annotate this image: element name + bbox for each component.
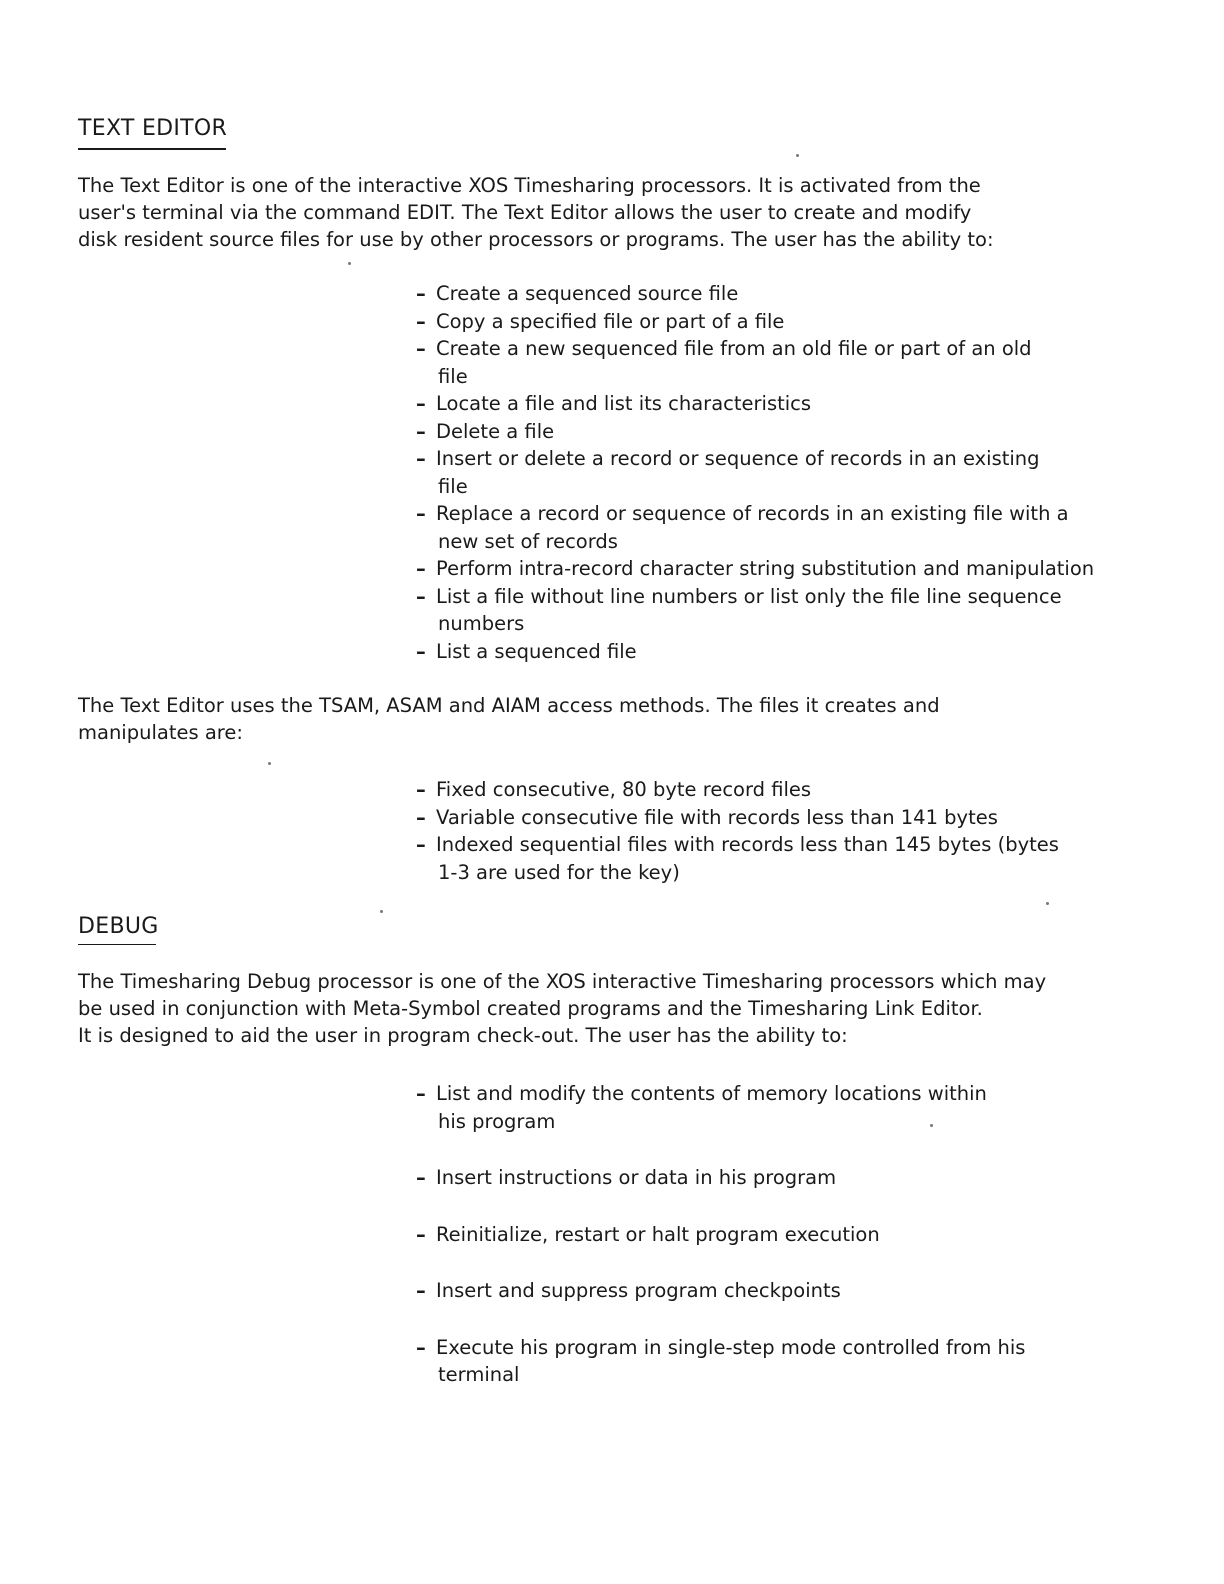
heading-underline	[78, 944, 156, 945]
dash-bullet: –	[416, 419, 426, 443]
list-item-continuation: file	[438, 364, 468, 388]
dash-bullet: –	[416, 1082, 426, 1105]
list-item-continuation: terminal	[438, 1363, 520, 1386]
intro-line: user's terminal via the command EDIT. The Text Editor allows the user to create and modify	[78, 201, 972, 224]
dash-bullet: –	[416, 392, 426, 415]
list-item-continuation: new set of records	[438, 529, 618, 553]
list-item	[416, 1164, 1025, 1192]
list-item-text: Insert and suppress program checkpoints	[436, 1279, 841, 1302]
text-editor-heading	[78, 116, 227, 141]
list-item-text: Copy a specified file or part of a file	[436, 309, 785, 333]
dash-bullet: –	[416, 502, 426, 525]
list-item-text: Execute his program in single-step mode controlled from his	[436, 1335, 1026, 1359]
dash-bullet: –	[416, 557, 426, 580]
debug-heading	[78, 914, 159, 939]
list-item	[416, 555, 1094, 583]
scan-speck	[268, 762, 271, 765]
dash-bullet: –	[416, 447, 426, 470]
list-item-text: Variable consecutive file with records less than 141 bytes	[436, 805, 998, 829]
list-item-text: Create a new sequenced file from an old file or part of an old	[436, 337, 1032, 360]
dash-bullet: –	[416, 833, 426, 856]
list-item-text: Replace a record or sequence of records in an existing file with a	[436, 502, 1069, 525]
access-line: manipulates are:	[78, 721, 243, 744]
scan-speck	[380, 910, 383, 913]
text-editor-abilities-list	[416, 280, 1094, 665]
text-editor-intro	[78, 172, 1118, 253]
list-item	[416, 776, 1059, 804]
scan-speck	[796, 154, 799, 157]
list-item	[416, 804, 1059, 832]
scan-speck	[348, 262, 351, 265]
list-item	[416, 390, 1094, 418]
list-item	[416, 280, 1094, 308]
dash-bullet: –	[416, 309, 426, 333]
file-types-list	[416, 776, 1059, 886]
list-item-text: Insert or delete a record or sequence of records in an existing	[436, 447, 1040, 470]
list-item	[416, 638, 1094, 666]
list-item-continuation: file	[438, 474, 468, 498]
dash-bullet: –	[416, 584, 426, 608]
scan-speck	[930, 1124, 933, 1127]
list-item-continuation: his program	[438, 1109, 556, 1133]
list-item-text: Indexed sequential files with records less than 145 bytes (bytes	[436, 833, 1059, 856]
list-item-text: Insert instructions or data in his program	[436, 1166, 837, 1189]
intro-line: The Text Editor is one of the interactive XOS Timesharing processors. It is activated from the	[78, 174, 981, 197]
dash-bullet: –	[416, 337, 426, 360]
list-item	[416, 1080, 1025, 1135]
text-editor-heading-text: TEXT EDITOR	[78, 116, 228, 141]
dash-bullet: –	[416, 1166, 426, 1189]
intro-line: disk resident source files for use by other processors or programs. The user has the ability to:	[78, 228, 994, 251]
dash-bullet: –	[416, 805, 426, 829]
list-item	[416, 1334, 1025, 1389]
intro-line: It is designed to aid the user in program check-out. The user has the ability to:	[78, 1024, 848, 1047]
list-item	[416, 308, 1094, 336]
dash-bullet: –	[416, 1279, 426, 1302]
list-item-text: List a file without line numbers or list only the file line sequence	[436, 584, 1062, 608]
dash-bullet: –	[416, 282, 426, 305]
list-item	[416, 831, 1059, 886]
list-item	[416, 335, 1094, 390]
list-item-text: Delete a file	[436, 419, 555, 443]
access-line: The Text Editor uses the TSAM, ASAM and AIAM access methods. The files it creates and	[78, 694, 940, 717]
list-item	[416, 418, 1094, 446]
list-item	[416, 500, 1094, 555]
list-item-text: Locate a file and list its characteristics	[436, 392, 812, 415]
list-item	[416, 445, 1094, 500]
dash-bullet: –	[416, 1335, 426, 1359]
list-item-text: List and modify the contents of memory locations within	[436, 1082, 987, 1105]
dash-bullet: –	[416, 639, 426, 663]
debug-heading-text: DEBUG	[78, 914, 159, 939]
debug-intro	[78, 968, 1118, 1049]
heading-underline	[78, 148, 226, 150]
list-item	[416, 1221, 1025, 1249]
list-item-text: Reinitialize, restart or halt program execution	[436, 1222, 880, 1246]
dash-bullet: –	[416, 778, 426, 801]
list-item-text: Fixed consecutive, 80 byte record files	[436, 778, 812, 801]
list-item	[416, 1277, 1025, 1305]
intro-line: The Timesharing Debug processor is one of the XOS interactive Timesharing processors which may	[78, 970, 1047, 993]
intro-line: be used in conjunction with Meta-Symbol created programs and the Timesharing Link Editor.	[78, 997, 983, 1020]
scan-speck	[1046, 902, 1049, 905]
debug-abilities-list	[416, 1080, 1025, 1418]
access-methods-paragraph	[78, 692, 1118, 746]
list-item-continuation: numbers	[438, 612, 525, 635]
list-item-continuation: 1-3 are used for the key)	[438, 860, 680, 884]
list-item-text: Create a sequenced source file	[436, 282, 739, 305]
list-item-text: List a sequenced file	[436, 639, 637, 663]
list-item	[416, 583, 1094, 638]
list-item-text: Perform intra-record character string substitution and manipulation	[436, 557, 1095, 580]
dash-bullet: –	[416, 1222, 426, 1246]
